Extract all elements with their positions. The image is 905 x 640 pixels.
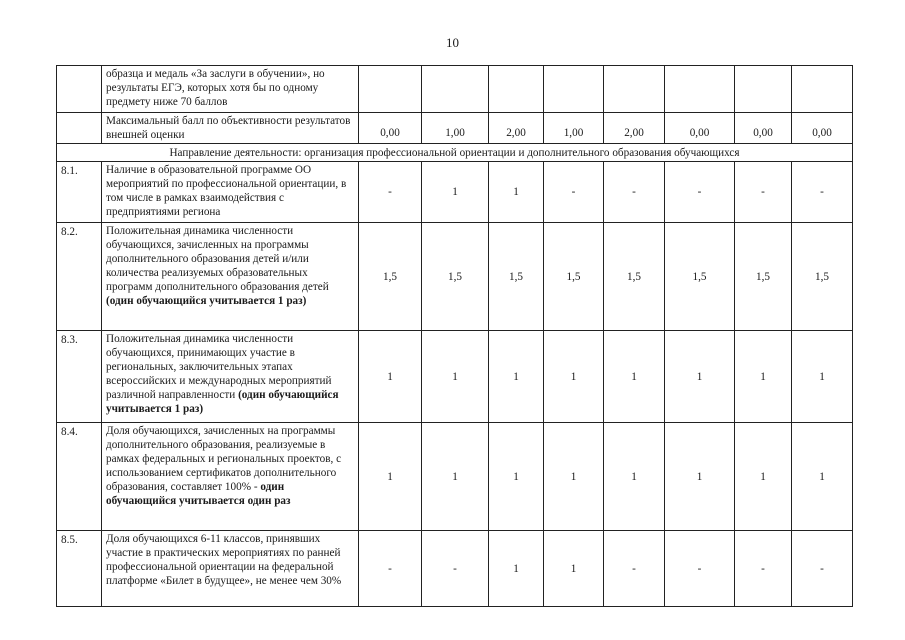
page-number: 10 (446, 35, 459, 50)
value-cell: 0,00 (665, 113, 735, 144)
value-cell: 2,00 (604, 113, 665, 144)
row-number: 8.1. (57, 162, 102, 223)
row-number-cell (57, 113, 102, 144)
value-cell: 1,5 (489, 223, 544, 331)
table-row (57, 223, 853, 331)
row-description (102, 423, 359, 531)
table-row (57, 423, 853, 531)
value-cell: - (665, 531, 735, 607)
value-cell (489, 66, 544, 113)
value-cell: 1,00 (422, 113, 489, 144)
description-text: Доля обучающихся, зачисленных на программы дополнительного образования, реализуемые в рамках федеральных и региональных проектов, с использованием сертификатов дополнительного образования, составляет 100% - (106, 425, 342, 493)
value-cell: 1,5 (665, 223, 735, 331)
description-text: Доля обучающихся 6-11 классов, принявших участие в практических мероприятиях по ранней профессиональной ориентации на федеральной платформе «Билет в будущее», не менее чем 30% (106, 533, 342, 587)
value-cell (665, 66, 735, 113)
value-cell (544, 66, 604, 113)
value-cell: 1 (792, 331, 853, 423)
value-cell: 1,5 (359, 223, 422, 331)
value-cell: 1 (422, 423, 489, 531)
value-cell: 1 (489, 331, 544, 423)
value-cell: - (422, 531, 489, 607)
section-row (57, 144, 853, 162)
bold-note: один обучающийся учитывается один раз (106, 481, 291, 507)
row-description: образца и медаль «За заслуги в обучении», но результаты ЕГЭ, которых хотя бы по одному предмету ниже 70 баллов (102, 66, 359, 113)
value-cell: 1 (735, 423, 792, 531)
criteria-table (56, 65, 853, 607)
value-cell: 1 (665, 423, 735, 531)
value-cell: - (359, 162, 422, 223)
value-cell: 1 (359, 423, 422, 531)
table-body (57, 66, 853, 607)
row-description (102, 162, 359, 223)
value-cell (422, 66, 489, 113)
value-cell: - (792, 162, 853, 223)
value-cell (604, 66, 665, 113)
value-cell: 1 (359, 331, 422, 423)
row-number: 8.2. (57, 223, 102, 331)
value-cell: - (735, 531, 792, 607)
table-row (57, 531, 853, 607)
value-cell: - (735, 162, 792, 223)
row-number: 8.4. (57, 423, 102, 531)
value-cell: - (792, 531, 853, 607)
value-cell: 1 (544, 423, 604, 531)
row-description: Максимальный балл по объективности результатов внешней оценки (102, 113, 359, 144)
value-cell: 1 (544, 331, 604, 423)
value-cell (359, 66, 422, 113)
value-cell: 1 (604, 423, 665, 531)
value-cell: - (604, 531, 665, 607)
value-cell: 1,5 (604, 223, 665, 331)
value-cell: 1 (665, 331, 735, 423)
row-description (102, 223, 359, 331)
description-text: Положительная динамика численности обучающихся, принимающих участие в региональных, заключительных этапах всероссийских и международных мероприятий различной направленности (106, 333, 332, 401)
value-cell: 0,00 (735, 113, 792, 144)
row-number: 8.3. (57, 331, 102, 423)
section-heading: Направление деятельности: организация профессиональной ориентации и дополнительного образования обучающихся (57, 144, 853, 162)
row-number: 8.5. (57, 531, 102, 607)
table-row (57, 66, 853, 113)
value-cell: 1,5 (792, 223, 853, 331)
value-cell: 1 (489, 531, 544, 607)
value-cell: 0,00 (359, 113, 422, 144)
value-cell: 1 (735, 331, 792, 423)
value-cell: 1 (792, 423, 853, 531)
value-cell: 0,00 (792, 113, 853, 144)
table-row (57, 113, 853, 144)
bold-note: (один обучающийся учитывается 1 раз) (106, 389, 339, 415)
table-row (57, 331, 853, 423)
value-cell (792, 66, 853, 113)
row-number-cell (57, 66, 102, 113)
value-cell: - (544, 162, 604, 223)
value-cell: 1 (422, 162, 489, 223)
value-cell: 1,5 (544, 223, 604, 331)
value-cell: 1,5 (422, 223, 489, 331)
value-cell: 1 (544, 531, 604, 607)
value-cell: 1 (489, 162, 544, 223)
description-text: Наличие в образовательной программе ОО мероприятий по профессиональной ориентации, в том числе в рамках взаимодействия с предприятиями региона (106, 164, 347, 218)
value-cell: - (665, 162, 735, 223)
value-cell: 1 (489, 423, 544, 531)
value-cell: - (604, 162, 665, 223)
table-row (57, 162, 853, 223)
description-text: Положительная динамика численности обучающихся, зачисленных на программы дополнительного образования детей и/или количества реализуемых образовательных программ дополнительного образования детей (106, 225, 329, 293)
row-description (102, 531, 359, 607)
value-cell: 1,00 (544, 113, 604, 144)
value-cell: 2,00 (489, 113, 544, 144)
value-cell: 1 (422, 331, 489, 423)
value-cell: 1 (604, 331, 665, 423)
value-cell: 1,5 (735, 223, 792, 331)
row-description (102, 331, 359, 423)
value-cell (735, 66, 792, 113)
bold-note: (один обучающийся учитывается 1 раз) (106, 295, 307, 307)
value-cell: - (359, 531, 422, 607)
